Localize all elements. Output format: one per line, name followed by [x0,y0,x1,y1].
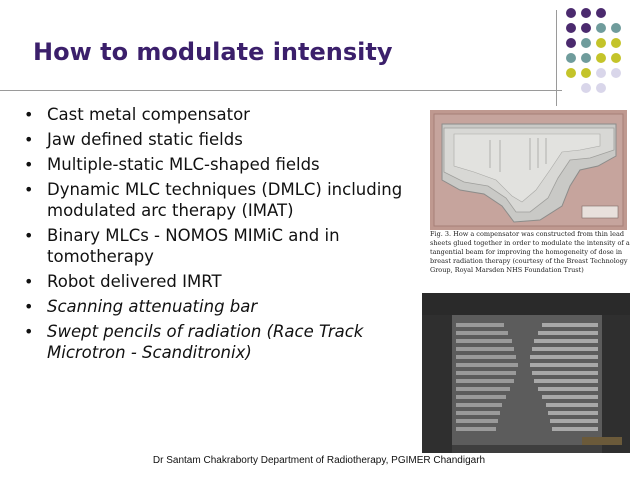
bullet-text: Scanning attenuating bar [47,297,258,316]
decorative-dot [566,8,576,18]
slide-footer: Dr Santam Chakraborty Department of Radiotherapy, PGIMER Chandigarh [152,455,486,466]
bullet-icon: • [24,322,34,341]
decorative-dot [581,23,591,33]
decorative-dot [611,38,621,48]
bullet-item [24,321,419,363]
decorative-dot [596,83,606,93]
photo-caption: Fig. 3. How a compensator was constructed from thin lead sheets glued together in order to modulate the intensity of a tangential beam for improving the homogeneity of dose in breast radiation therapy (courtesy of the Breast Technology Group, Royal Marsden NHS Foundation Trust) [430,230,630,274]
title-divider [0,90,562,91]
decorative-dot [596,23,606,33]
bullet-icon: • [24,297,34,316]
bullet-text: Cast metal compensator [47,105,250,124]
decorative-dot [596,8,606,18]
bullet-item [24,179,419,221]
bullet-icon: • [24,155,34,174]
decorative-dot [581,68,591,78]
bullet-text: Binary MLCs - NOMOS MIMiC and in tomotherapy [47,226,340,266]
bullet-icon: • [24,226,34,245]
vertical-divider [556,10,557,106]
bullet-text: Jaw defined static fields [47,130,243,149]
bullet-text: Multiple-static MLC-shaped ﬁelds [47,155,320,174]
bullet-icon: • [24,272,34,291]
decorative-dot [566,53,576,63]
decorative-dot [566,68,576,78]
bullet-item [24,271,419,292]
mlc-illustration [422,293,630,453]
bullet-icon: • [24,180,34,199]
decorative-dot [611,23,621,33]
decorative-dot [596,38,606,48]
decorative-dot [596,68,606,78]
decorative-dot [566,38,576,48]
decorative-dot [611,53,621,63]
bullet-item [24,225,419,267]
bullet-icon: • [24,105,34,124]
decorative-dot [596,53,606,63]
decorative-dot [581,38,591,48]
decorative-dot [581,53,591,63]
bullet-text: Robot delivered IMRT [47,272,222,291]
bullet-text: Dynamic MLC techniques (DMLC) including modulated arc therapy (IMAT) [47,180,403,220]
decorative-dot [581,83,591,93]
bullet-text: Swept pencils of radiation (Race Track Microtron - Scanditronix) [47,322,364,362]
decorative-dot [611,68,621,78]
bullet-icon: • [24,130,34,149]
lead-compensator-photo [430,110,627,230]
bullet-list [24,104,419,367]
decorative-dot-grid [566,8,636,108]
slide-title: How to modulate intensity [33,38,393,66]
bullet-item [24,296,419,317]
bullet-item [24,129,419,150]
bullet-item [24,154,419,175]
lead-compensator-illustration [430,110,627,230]
decorative-dot [566,23,576,33]
mlc-photo [422,293,630,453]
decorative-dot [581,8,591,18]
bullet-item [24,104,419,125]
